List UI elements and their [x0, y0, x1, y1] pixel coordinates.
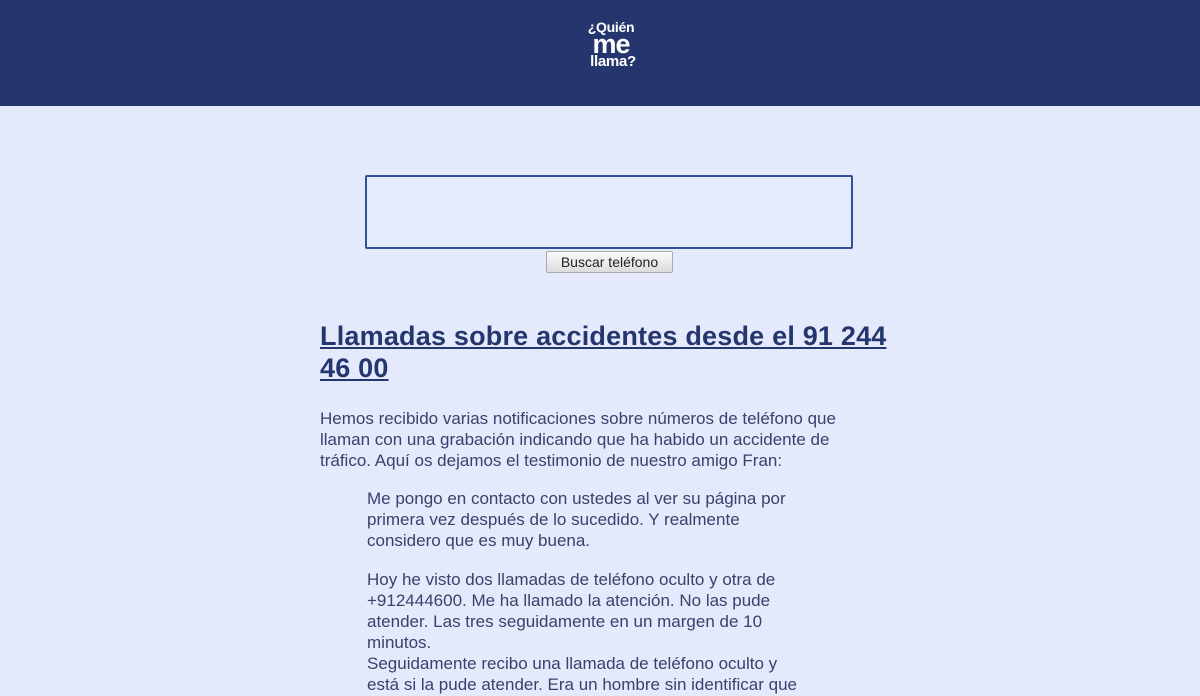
text-line: está si la pude atender. Era un hombre sin identificar que	[367, 675, 797, 694]
text-line: Hemos recibido varias notificaciones sobre números de teléfono que	[320, 409, 836, 428]
text-line: tráfico. Aquí os dejamos el testimonio de nuestro amigo Fran:	[320, 451, 783, 470]
title-line: 46 00	[320, 353, 389, 383]
site-logo[interactable]	[576, 20, 646, 69]
text-line: primera vez después de lo sucedido. Y realmente	[367, 510, 740, 529]
text-line: considero que es muy buena.	[367, 531, 591, 550]
text-line: Me pongo en contacto con ustedes al ver su página por	[367, 489, 786, 508]
text-line: llaman con una grabación indicando que ha habido un accidente de	[320, 430, 830, 449]
quote-paragraph-2	[367, 569, 797, 695]
article-title[interactable]	[320, 320, 920, 384]
text-line: Hoy he visto dos llamadas de teléfono oculto y otra de	[367, 570, 776, 589]
logo-text-line: llama?	[590, 53, 636, 70]
text-line: Seguidamente recibo una llamada de teléfono oculto y	[367, 654, 778, 673]
phone-search-input[interactable]	[365, 175, 853, 249]
logo-text-line: ¿Quién	[587, 19, 635, 35]
article-intro	[320, 408, 836, 471]
text-line: minutos.	[367, 633, 432, 652]
logo-text-line: me	[592, 29, 630, 59]
search-phone-button[interactable]: Buscar teléfono	[546, 251, 673, 273]
quote-paragraph-1	[367, 488, 786, 551]
text-line: +912444600. Me ha llamado la atención. No las pude	[367, 591, 771, 610]
text-line: atender. Las tres seguidamente en un margen de 10	[367, 612, 763, 631]
site-header	[0, 0, 1200, 106]
title-line: Llamadas sobre accidentes desde el 91 244	[320, 321, 887, 351]
